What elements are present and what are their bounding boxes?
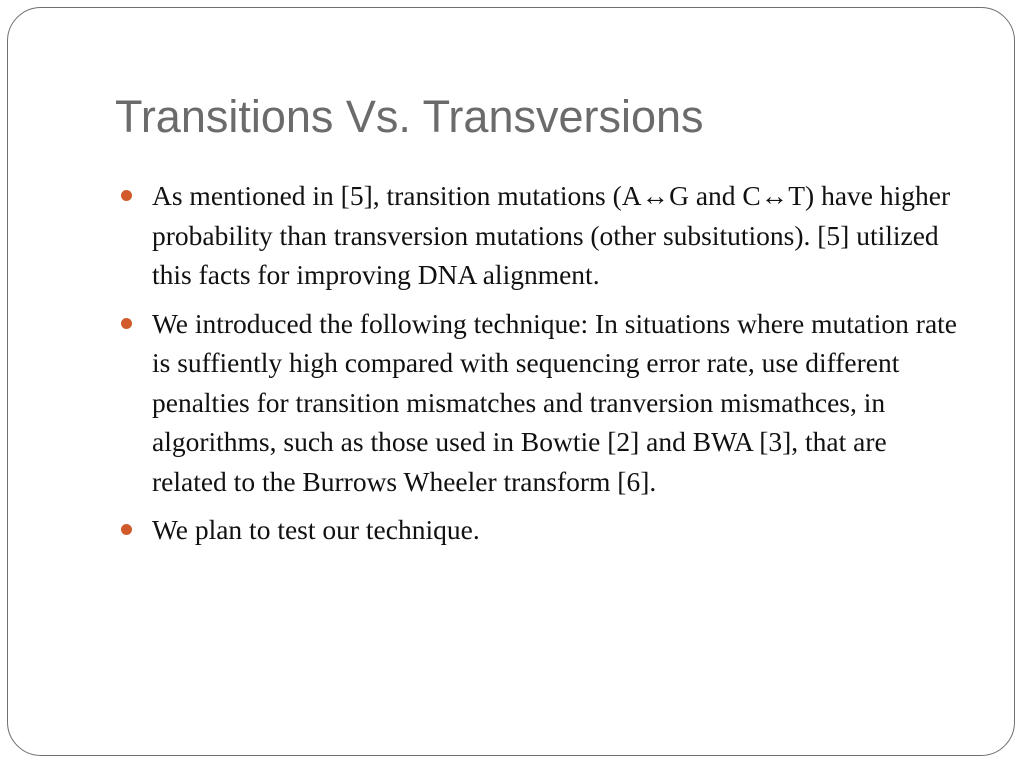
bullet-item	[115, 304, 965, 502]
bullet-dot-icon	[121, 318, 132, 329]
bullet-text: We introduced the following technique: In situations where mutation rate is suffiently high compared with sequencing error rate, use different penalties for transition mismatches and tranversion mismathces, in algorithms, such as those used in Bowtie [2] and BWA [3], that are related to the Burrows Wheeler transform [6].	[152, 307, 957, 497]
bullet-item	[115, 510, 965, 550]
bullet-list	[115, 176, 965, 559]
bullet-text: We plan to test our technique.	[152, 514, 480, 545]
bullet-dot-icon	[121, 190, 132, 201]
slide-title: Transitions Vs. Transversions	[115, 91, 704, 142]
bullet-item	[115, 176, 965, 295]
slide-frame	[7, 7, 1015, 756]
bullet-text: As mentioned in [5], transition mutations (A↔G and C↔T) have higher probability than transversion mutations (other subsitutions). [5] utilized this facts for improving DNA alignment.	[152, 180, 951, 290]
bullet-dot-icon	[121, 524, 132, 535]
